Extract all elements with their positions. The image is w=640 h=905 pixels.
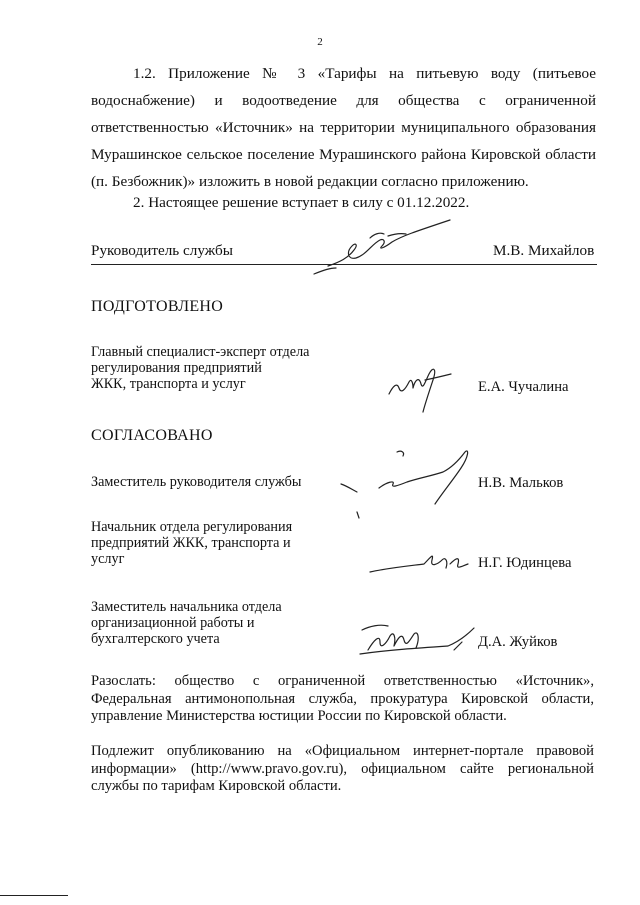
- head-signature: [310, 218, 460, 278]
- head-name: М.В. Михайлов: [493, 242, 595, 259]
- agreed-heading: СОГЛАСОВАНО: [91, 427, 213, 444]
- agreed-signature-2: [368, 542, 478, 578]
- agreed-role-3: [91, 599, 282, 647]
- head-role: Руководитель службы: [91, 242, 233, 259]
- role-line: предприятий ЖКК, транспорта и: [91, 535, 291, 551]
- agreed-role-2: [91, 519, 292, 567]
- paragraph-line: водоснабжение) и водоотведение для общества с ограниченной: [91, 92, 596, 109]
- agreed-signature-1: [335, 448, 480, 518]
- prepared-role: [91, 344, 309, 392]
- item-2-text: 2. Настоящее решение вступает в силу с 01.12.2022.: [133, 194, 470, 211]
- role-line: Заместитель руководителя службы: [91, 474, 302, 490]
- agreed-signature-3: [358, 620, 483, 665]
- paragraph-line: Подлежит опубликованию на «Официальном интернет-портале правовой: [91, 743, 594, 759]
- paragraph-line: информации» (http://www.pravo.gov.ru), официальном сайте региональной: [91, 760, 594, 777]
- role-line: Начальник отдела регулирования: [91, 519, 293, 535]
- role-line: организационной работы и: [91, 615, 255, 631]
- agreed-role-1: [91, 474, 301, 490]
- paragraph-line: Мурашинское сельское поселение Мурашинского района Кировской области: [91, 146, 596, 163]
- page-number: 2: [317, 36, 323, 48]
- agreed-name-3: Д.А. Жуйков: [478, 634, 558, 650]
- role-line: бухгалтерского учета: [91, 631, 220, 647]
- paragraph-line: (п. Безбожник)» изложить в новой редакции согласно приложению.: [91, 173, 529, 190]
- role-line: Заместитель начальника отдела: [91, 599, 282, 615]
- role-line: услуг: [91, 551, 125, 567]
- prepared-heading: ПОДГОТОВЛЕНО: [91, 298, 224, 315]
- item-1-2-paragraph: [91, 60, 596, 195]
- publication-paragraph: [91, 743, 594, 796]
- agreed-name-2: Н.Г. Юдинцева: [478, 555, 572, 571]
- role-line: Главный специалист-эксперт отдела: [91, 344, 310, 360]
- role-line: ЖКК, транспорта и услуг: [91, 376, 246, 392]
- prepared-signature: [385, 360, 455, 415]
- paragraph-line: управление Министерства юстиции России по Кировской области.: [91, 708, 507, 724]
- paragraph-line: 1.2. Приложение № 3 «Тарифы на питьевую воду (питьевое: [133, 65, 596, 82]
- role-line: регулирования предприятий: [91, 360, 262, 376]
- paragraph-line: службы по тарифам Кировской области.: [91, 778, 342, 794]
- paragraph-line: ответственностью «Источник» на территории муниципального образования: [91, 119, 596, 136]
- footer-rule: [0, 895, 68, 896]
- distribution-paragraph: [91, 673, 594, 726]
- prepared-name: Е.А. Чучалина: [478, 379, 569, 395]
- paragraph-line: Федеральная антимонопольная служба, прокуратура Кировской области,: [91, 690, 594, 707]
- agreed-name-1: Н.В. Мальков: [478, 475, 564, 491]
- paragraph-line: Разослать: общество с ограниченной ответственностью «Источник»,: [91, 673, 594, 689]
